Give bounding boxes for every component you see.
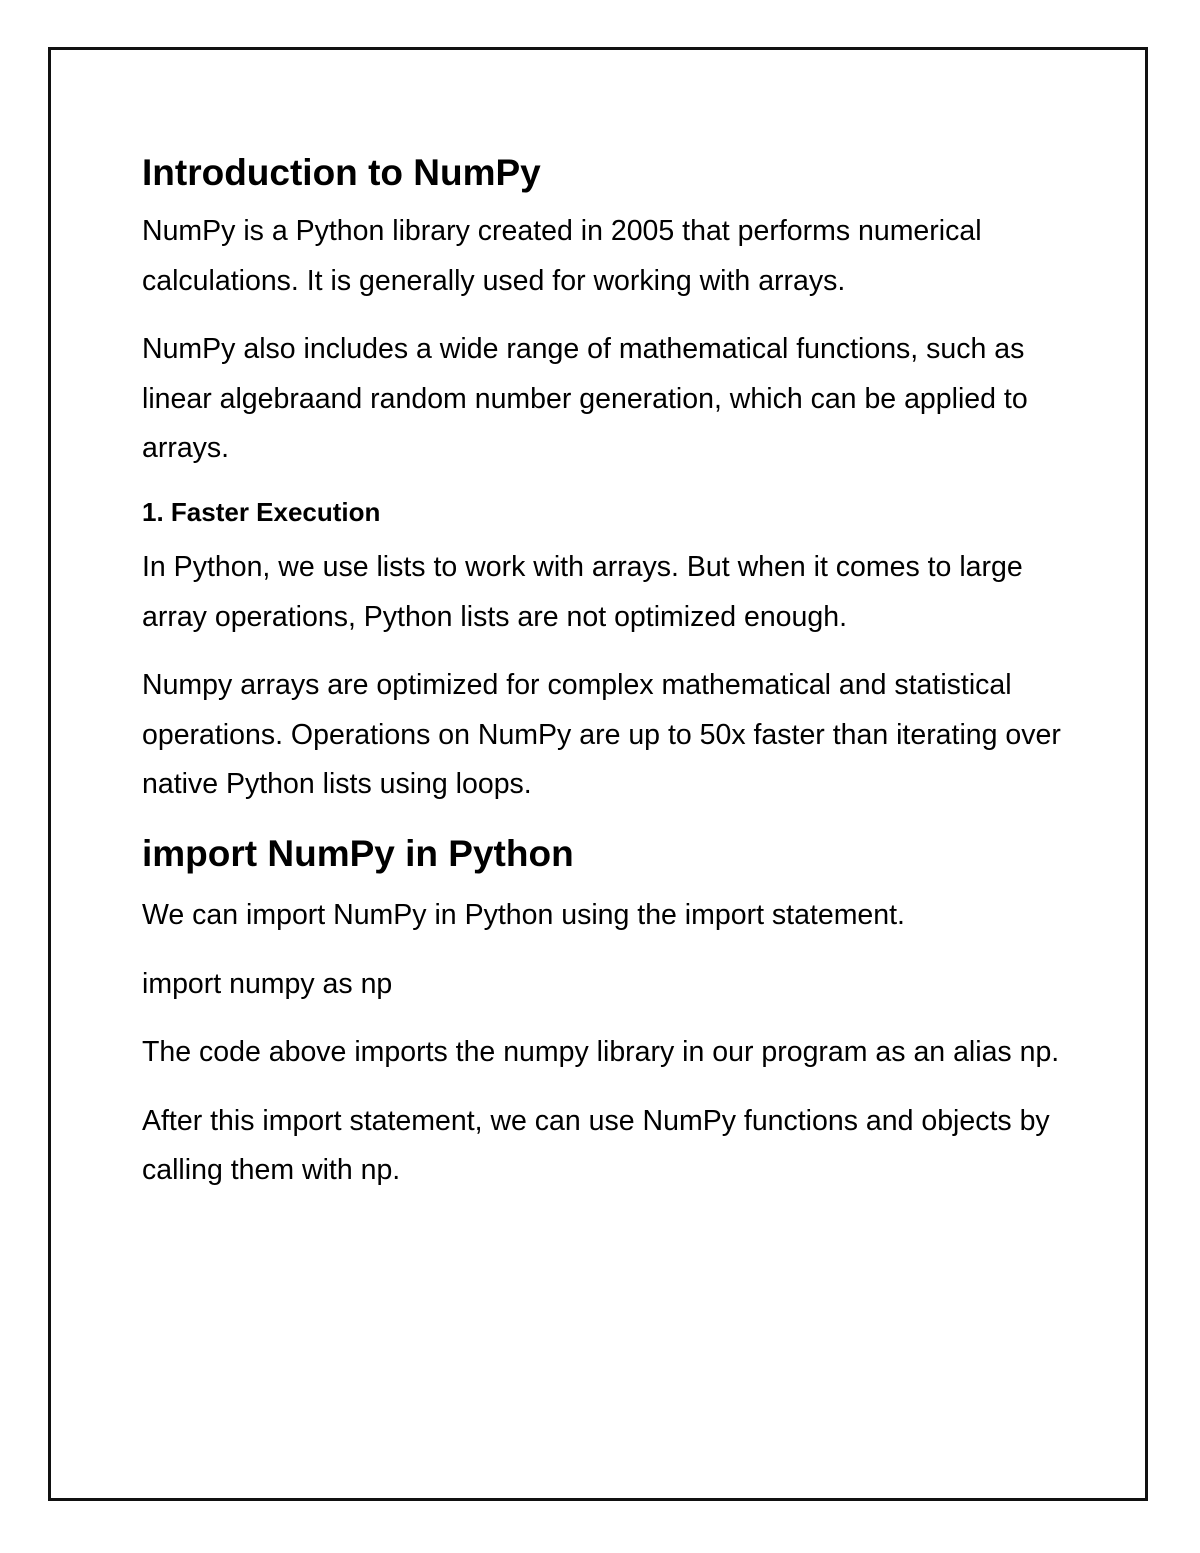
- faster-execution-paragraph-2: Numpy arrays are optimized for complex mathematical and statistical operations. Operations on NumPy are up to 50x faster than iterating over native Python lists using loops.: [142, 669, 1061, 801]
- section-heading-import-numpy: import NumPy in Python: [142, 832, 574, 874]
- page-title: Introduction to NumPy: [142, 152, 541, 193]
- intro-paragraph-2: NumPy also includes a wide range of mathematical functions, such as linear algebraand random number generation, which can be applied to arrays.: [142, 333, 1028, 465]
- section-heading-faster-execution: 1. Faster Execution: [142, 496, 381, 527]
- import-code-line: import numpy as np: [142, 967, 393, 1000]
- import-paragraph-1: We can import NumPy in Python using the import statement.: [142, 898, 905, 931]
- intro-paragraph-1: NumPy is a Python library created in 2005 that performs numerical calculations. It is generally used for working with arrays.: [142, 215, 982, 297]
- import-paragraph-2: The code above imports the numpy library in our program as an alias np.: [142, 1036, 1060, 1069]
- document-content: [142, 148, 1072, 1215]
- faster-execution-paragraph-1: In Python, we use lists to work with arrays. But when it comes to large array operations, Python lists are not optimized enough.: [142, 550, 1023, 633]
- import-paragraph-3: After this import statement, we can use NumPy functions and objects by calling them with np.: [142, 1104, 1050, 1187]
